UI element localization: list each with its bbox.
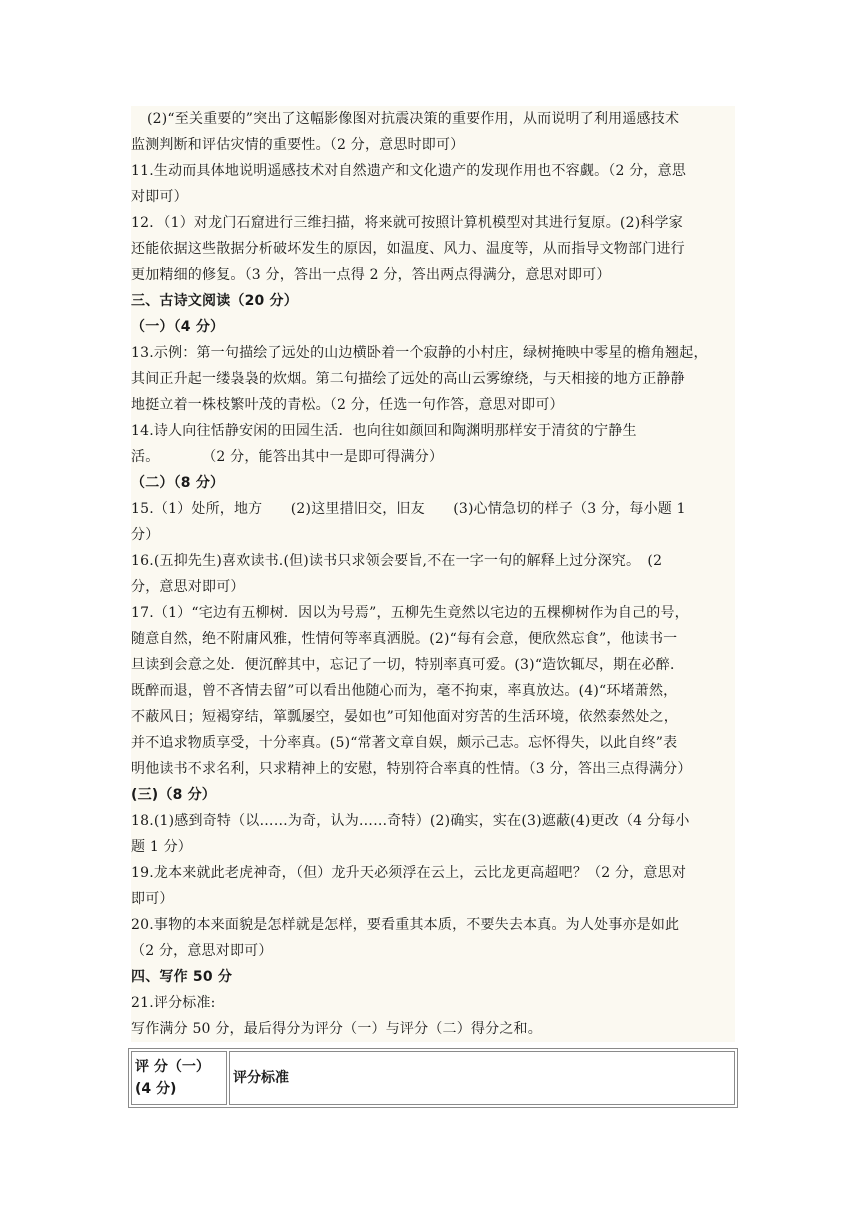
- subsection-heading: （一）（4 分）: [131, 319, 225, 335]
- text-line: 15.（1）处所，地方 (2)这里措旧交，旧友 (3)心情急切的样子（3 分，每小题 1: [131, 501, 686, 517]
- text-line: 旦读到会意之处．便沉醉其中，忘记了一切，特别率真可爱。(3)“造饮辄尽，期在必醉．: [131, 657, 685, 673]
- table-row: [131, 1051, 735, 1105]
- text-line: 还能依据这些散据分析破坏发生的原因，如温度、风力、温度等，从而指导文物部门进行: [131, 241, 685, 257]
- subsection-heading: (三)（8 分）: [131, 787, 217, 803]
- text-line: 明他读书不求名利，只求精神上的安慰，特别符合率真的性情。（3 分，答出三点得满分）: [131, 761, 692, 777]
- text-line: 地挺立着一株枝繁叶茂的青松。（2 分，任选一句作答，意思对即可）: [131, 397, 564, 413]
- text-line: 分）: [131, 527, 160, 543]
- table-cell-criteria: 评分标准: [229, 1051, 735, 1105]
- section-heading: 三、古诗文阅读（20 分）: [131, 293, 298, 309]
- subsection-heading: （二）（8 分）: [131, 475, 225, 491]
- text-line: 对即可）: [131, 189, 188, 205]
- text-line: 21.评分标准:: [131, 995, 216, 1011]
- text-line: 18.(1)感到奇特（以……为奇，认为……奇特）(2)确实，实在(3)遮蔽(4)更改（4 分每小: [131, 813, 690, 829]
- text-line: (2)“至关重要的”突出了这幅影像图对抗震决策的重要作用，从而说明了利用遥感技术: [147, 111, 680, 127]
- text-line: 其间正升起一缕袅袅的炊烟。第二句描绘了远处的高山云雾缭绕，与天相接的地方正静静: [131, 371, 685, 387]
- text-line: 14.诗人向往恬静安闲的田园生活．也向往如颜回和陶渊明那样安于清贫的宁静生: [131, 423, 637, 439]
- text-line: 不蔽风日；短褐穿结，箪瓢屡空，晏如也”可知他面对穷苦的生活环境，依然泰然处之，: [131, 709, 678, 725]
- text-line: 19.龙本来就此老虎神奇，（但）龙升天必须浮在云上，云比龙更高超吧？（2 分，意思对: [131, 865, 687, 881]
- text-line: 13.示例：第一句描绘了远处的山边横卧着一个寂静的小村庄，绿树掩映中零星的檐角翘起，: [131, 345, 708, 361]
- text-line: 即可）: [131, 891, 174, 907]
- text-line: 随意自然，绝不附庸风雅，性情何等率真洒脱。(2)“每有会意，便欣然忘食”，他读书一: [131, 631, 678, 647]
- scoring-table: [128, 1048, 738, 1108]
- text-line: 12．（1）对龙门石窟进行三维扫描，将来就可按照计算机模型对其进行复原。(2)科学家: [131, 215, 683, 231]
- text-line: 11.生动而具体地说明遥感技术对自然遗产和文化遗产的发现作用也不容觑。（2 分，意思: [131, 163, 687, 179]
- text-line: 并不追求物质享受，十分率真。(5)“常著文章自娱，颇示己志。忘怀得失，以此自终”表: [131, 735, 678, 751]
- answer-key-text: [131, 106, 735, 1042]
- text-line: （2 分，意思对即可）: [131, 943, 273, 959]
- text-line: 活。 （2 分，能答出其中一是即可得满分）: [131, 449, 444, 465]
- text-line: 17.（1）“宅边有五柳树．因以为号焉”，五柳先生竟然以宅边的五棵柳树作为自己的号，: [131, 605, 689, 621]
- text-line: 写作满分 50 分，最后得分为评分（一）与评分（二）得分之和。: [131, 1021, 542, 1037]
- table-cell-score-part-1: 评 分（一）(4 分): [131, 1051, 227, 1105]
- text-line: 16.(五抑先生)喜欢读书.(但)读书只求领会要旨,不在一字一句的解释上过分深究。 (2: [131, 553, 663, 569]
- text-line: 题 1 分）: [131, 839, 193, 855]
- text-line: 分，意思对即可）: [131, 579, 245, 595]
- section-heading: 四、写作 50 分: [131, 969, 233, 985]
- text-line: 既醉而退，曾不吝情去留”可以看出他随心而为，毫不拘束，率真放达。(4)“环堵萧然，: [131, 683, 678, 699]
- text-line: 更加精细的修复。（3 分，答出一点得 2 分，答出两点得满分，意思对即可）: [131, 267, 611, 283]
- text-line: 监测判断和评估灾情的重要性。（2 分，意思时即可）: [131, 137, 465, 153]
- text-line: 20.事物的本来面貌是怎样就是怎样，要看重其本质，不要失去本真。为人处事亦是如此: [131, 917, 680, 933]
